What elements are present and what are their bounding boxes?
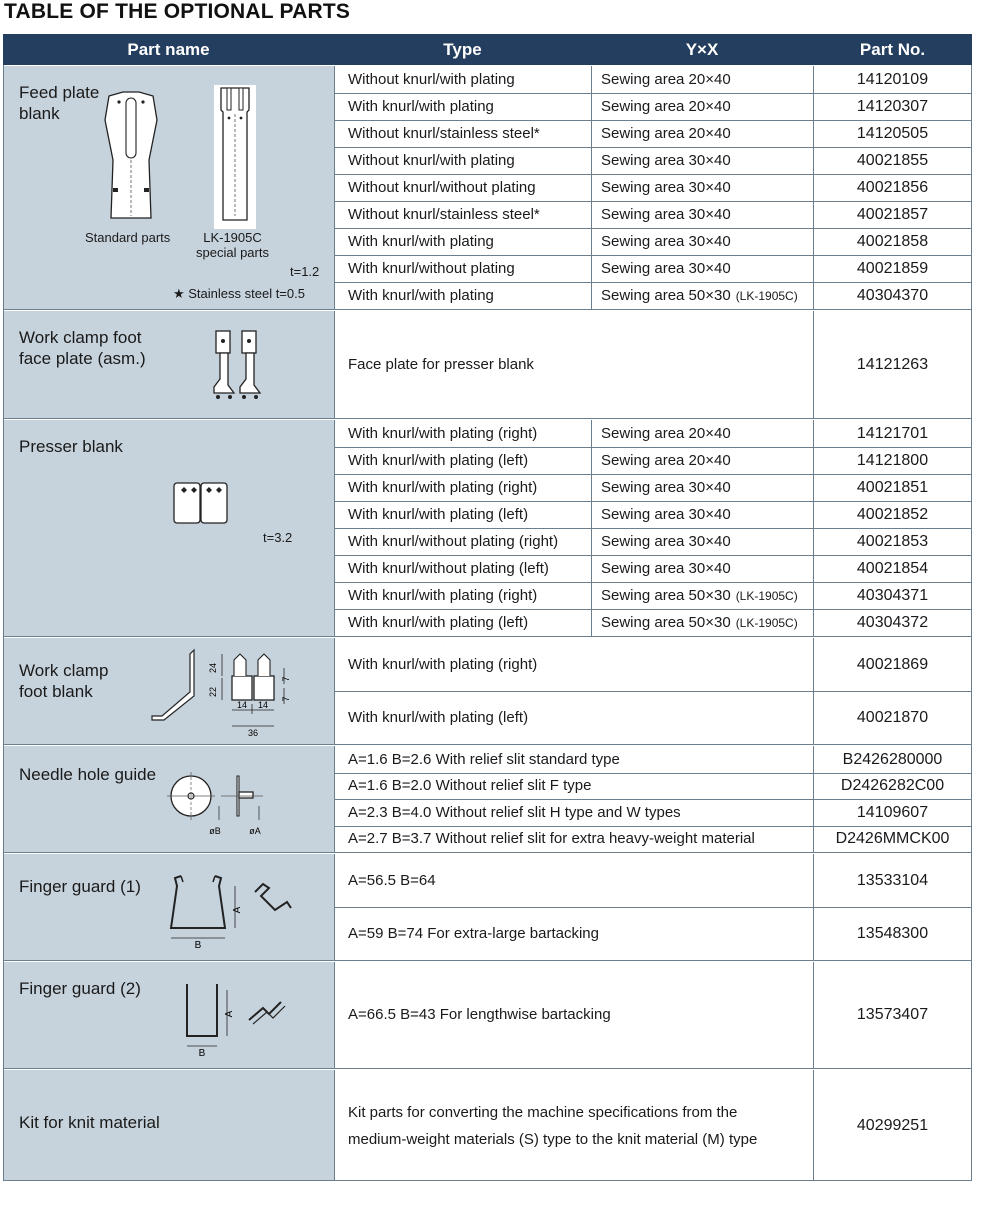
- type-cell: [334, 93, 591, 120]
- row-divider: [334, 773, 972, 774]
- part-no-cell: [813, 93, 972, 120]
- face-plate-image: [208, 327, 268, 407]
- row-divider: [3, 636, 972, 637]
- part-no-cell: [813, 826, 972, 852]
- type-cell: [334, 282, 591, 309]
- work-clamp-face-part-name-line: face plate (asm.): [19, 349, 146, 368]
- yx-note: (LK-1905C): [735, 615, 798, 630]
- column-divider: [591, 66, 592, 309]
- row-divider: [334, 447, 972, 448]
- column-divider: [813, 962, 814, 1068]
- dim-label: 7: [281, 696, 291, 702]
- thickness-note: [263, 530, 292, 545]
- type-cell-text: With knurl/with plating: [348, 97, 494, 115]
- part-no-cell: [813, 255, 972, 282]
- thickness-note: [290, 264, 319, 279]
- yx-cell: [591, 582, 813, 609]
- yx-cell: [591, 66, 813, 93]
- feed-plate-part-name: [19, 82, 99, 124]
- type-cell-text: With knurl/with plating (right): [348, 424, 538, 442]
- yx-cell: [591, 474, 813, 501]
- header-yx: [591, 34, 813, 65]
- row-divider: [334, 582, 972, 583]
- stainless-note-line: ★ Stainless steel t=0.5: [173, 286, 305, 301]
- type-cell-text: With knurl/with plating: [348, 232, 494, 250]
- yx-note: (LK-1905C): [735, 288, 798, 303]
- type-cell: [334, 201, 591, 228]
- type-cell: [334, 907, 813, 960]
- yx-cell: [591, 528, 813, 555]
- type-cell-text: With knurl/with plating (left): [348, 505, 529, 523]
- type-cell: [334, 555, 591, 582]
- special-parts-caption-line: LK-1905C: [203, 230, 262, 245]
- row-divider: [334, 255, 972, 256]
- column-divider: [334, 638, 335, 744]
- part-no-cell: [813, 773, 972, 799]
- yx-cell-text: Sewing area 30×40: [601, 478, 731, 496]
- yx-cell-text: Sewing area 20×40: [601, 451, 731, 469]
- kit-type-type-line2: medium-weight materials (S) type to the knit material (M) type: [348, 1130, 758, 1148]
- yx-cell-text: Sewing area 50×30: [601, 613, 731, 631]
- type-cell-text: Without knurl/without plating: [348, 178, 536, 196]
- part-no-cell: [813, 799, 972, 826]
- special-parts-caption: [196, 230, 269, 260]
- feed-plate-special-image: [213, 84, 257, 230]
- yx-cell-text: Sewing area 30×40: [601, 259, 731, 277]
- part-no-cell: [813, 854, 972, 907]
- type-cell-text: A=1.6 B=2.0 Without relief slit F type: [348, 777, 592, 794]
- part-no-cell: [813, 962, 972, 1068]
- row-divider: [3, 960, 972, 961]
- type-cell-text: With knurl/with plating (left): [348, 613, 529, 631]
- type-cell-text: A=2.7 B=3.7 Without relief slit for extra heavy-weight material: [348, 830, 755, 847]
- type-cell-text: With knurl/with plating: [348, 286, 494, 304]
- yx-cell-text: Sewing area 30×40: [601, 151, 731, 169]
- yx-cell-text: Sewing area 20×40: [601, 70, 731, 88]
- dim-label: 7: [281, 676, 291, 682]
- row-divider: [3, 1068, 972, 1069]
- type-cell: [334, 311, 813, 418]
- part-no-cell-text: 14121701: [856, 424, 929, 442]
- type-cell-text: With knurl/without plating: [348, 259, 515, 277]
- yx-cell: [591, 609, 813, 636]
- type-cell: [334, 638, 813, 691]
- row-divider: [3, 1180, 972, 1181]
- column-divider: [813, 420, 814, 636]
- work-clamp-blank-image: [148, 646, 298, 740]
- yx-cell: [591, 174, 813, 201]
- header-type: [334, 34, 591, 65]
- work-clamp-face-part-name-line: Work clamp foot: [19, 328, 142, 347]
- type-cell-text: With knurl/with plating (right): [348, 655, 538, 673]
- dim-label: B: [198, 1048, 206, 1056]
- dim-label: øB: [209, 826, 221, 836]
- type-cell: [334, 174, 591, 201]
- header-type-text: Type: [443, 39, 482, 59]
- type-cell-text: A=59 B=74 For extra-large bartacking: [348, 924, 599, 942]
- type-cell-text: A=56.5 B=64: [348, 871, 436, 889]
- yx-cell-text: Sewing area 30×40: [601, 205, 731, 223]
- type-cell-text: A=2.3 B=4.0 Without relief slit H type and W types: [348, 803, 681, 821]
- part-no-cell: [813, 66, 972, 93]
- column-divider: [591, 420, 592, 636]
- yx-cell-text: Sewing area 30×40: [601, 532, 731, 550]
- standard-parts-caption: [85, 230, 170, 245]
- part-no-cell-text: 40304372: [856, 613, 929, 631]
- header-part-name: [3, 34, 334, 65]
- part-no-cell-text: 40021851: [856, 478, 929, 496]
- type-cell: [334, 691, 813, 744]
- part-no-cell: [813, 582, 972, 609]
- row-divider: [334, 93, 972, 94]
- type-cell: [334, 746, 813, 773]
- part-no-cell-text: 40021870: [856, 708, 929, 726]
- yx-cell-text: Sewing area 50×30: [601, 586, 731, 604]
- finger-guard-2-image: [173, 980, 293, 1056]
- yx-cell: [591, 201, 813, 228]
- work-clamp-face-part-name: [19, 327, 146, 369]
- column-divider: [971, 65, 972, 1181]
- part-no-cell-text: 40021856: [856, 178, 929, 196]
- row-divider: [334, 201, 972, 202]
- part-no-cell-text: 40021858: [856, 232, 929, 250]
- type-cell: [334, 826, 813, 852]
- part-no-cell-text: 14121800: [856, 451, 929, 469]
- part-no-cell: [813, 638, 972, 691]
- part-no-cell-text: 14120505: [856, 124, 929, 142]
- row-divider: [334, 907, 972, 908]
- type-cell-text: A=1.6 B=2.6 With relief slit standard type: [348, 750, 620, 768]
- column-divider: [813, 311, 814, 418]
- yx-cell-text: Sewing area 20×40: [601, 424, 731, 442]
- type-cell: [334, 501, 591, 528]
- type-cell: [334, 255, 591, 282]
- row-divider: [334, 799, 972, 800]
- header-part-no-text: Part No.: [859, 39, 926, 59]
- part-no-cell: [813, 907, 972, 960]
- stainless-note: [173, 286, 305, 302]
- type-cell: [334, 66, 591, 93]
- column-divider: [813, 854, 814, 960]
- part-no-cell-text: 40021869: [856, 655, 929, 673]
- yx-cell: [591, 282, 813, 309]
- type-cell: [334, 120, 591, 147]
- row-divider: [334, 609, 972, 610]
- type-cell-text: Face plate for presser blank: [348, 355, 534, 373]
- type-cell: [334, 962, 813, 1068]
- work-clamp-blank-part-name-line: Work clamp: [19, 661, 109, 680]
- kit-part-name-line: Kit for knit material: [19, 1113, 160, 1132]
- dim-label: 14: [236, 700, 248, 710]
- row-divider: [334, 228, 972, 229]
- part-no-cell: [813, 555, 972, 582]
- yx-cell: [591, 255, 813, 282]
- type-cell: [334, 474, 591, 501]
- finger-guard-1-part-name-line: Finger guard (1): [19, 877, 141, 896]
- type-cell: [334, 1070, 813, 1181]
- yx-cell-text: Sewing area 50×30: [601, 286, 731, 304]
- header-yx-text: Y×X: [685, 39, 719, 59]
- part-no-cell-text: 40021852: [856, 505, 929, 523]
- type-cell-text: With knurl/with plating (left): [348, 708, 529, 726]
- part-no-cell-text: 40021854: [856, 559, 929, 577]
- yx-cell: [591, 420, 813, 447]
- dim-label: A: [232, 906, 243, 914]
- work-clamp-blank-part-name-line: foot blank: [19, 682, 93, 701]
- part-no-cell: [813, 528, 972, 555]
- needle-hole-part-name: [19, 764, 156, 785]
- part-no-cell-text: D2426282C00: [840, 777, 945, 794]
- column-divider: [334, 311, 335, 418]
- dim-label: A: [224, 1010, 235, 1018]
- row-divider: [334, 528, 972, 529]
- type-cell-text: Without knurl/with plating: [348, 70, 515, 88]
- row-divider: [334, 555, 972, 556]
- part-no-cell-text: 14121263: [856, 355, 929, 373]
- finger-guard-1-part-name: [19, 876, 141, 897]
- yx-cell-text: Sewing area 20×40: [601, 124, 731, 142]
- column-divider: [334, 746, 335, 852]
- yx-cell: [591, 555, 813, 582]
- kit-type-type-line1: Kit parts for converting the machine specifications from the: [348, 1103, 738, 1121]
- yx-cell-text: Sewing area 30×40: [601, 178, 731, 196]
- part-no-cell: [813, 311, 972, 418]
- column-divider: [813, 66, 814, 309]
- part-no-cell-text: 13573407: [856, 1006, 929, 1023]
- column-divider: [813, 638, 814, 744]
- part-no-cell-text: 40021853: [856, 532, 929, 550]
- yx-cell-text: Sewing area 30×40: [601, 559, 731, 577]
- part-no-cell: [813, 120, 972, 147]
- part-no-cell: [813, 420, 972, 447]
- special-parts-caption-line: special parts: [196, 245, 269, 260]
- finger-guard-1-image: [163, 872, 303, 948]
- row-divider: [3, 744, 972, 745]
- row-divider: [3, 418, 972, 419]
- part-no-cell-text: 13533104: [856, 871, 929, 889]
- row-divider: [334, 147, 972, 148]
- kit-part-name: [19, 1112, 160, 1133]
- finger-guard-2-part-name-line: Finger guard (2): [19, 979, 141, 998]
- part-no-cell-text: B2426280000: [842, 750, 943, 768]
- part-no-cell-text: 14109607: [856, 803, 929, 821]
- type-cell-text: A=66.5 B=43 For lengthwise bartacking: [348, 1006, 611, 1023]
- yx-cell: [591, 120, 813, 147]
- yx-cell-text: Sewing area 30×40: [601, 232, 731, 250]
- part-no-cell-text: 40304370: [856, 286, 929, 304]
- row-divider: [334, 691, 972, 692]
- column-divider: [3, 65, 4, 1181]
- part-no-cell-text: 13548300: [856, 924, 929, 942]
- part-no-cell: [813, 174, 972, 201]
- yx-cell: [591, 447, 813, 474]
- part-no-cell: [813, 609, 972, 636]
- feed-plate-part-name-line: blank: [19, 104, 60, 123]
- part-no-cell-text: 14120109: [856, 70, 929, 88]
- part-no-cell: [813, 147, 972, 174]
- column-divider: [334, 420, 335, 636]
- type-cell-text: With knurl/without plating (right): [348, 532, 559, 550]
- yx-note: (LK-1905C): [735, 588, 798, 603]
- type-cell: [334, 420, 591, 447]
- presser-blank-image: [171, 480, 231, 526]
- part-no-cell: [813, 501, 972, 528]
- yx-cell: [591, 228, 813, 255]
- part-no-cell: [813, 1070, 972, 1181]
- needle-hole-part-name-line: Needle hole guide: [19, 765, 157, 784]
- row-divider: [334, 501, 972, 502]
- dim-label: 24: [208, 662, 218, 674]
- type-cell: [334, 854, 813, 907]
- needle-hole-guide-image: [163, 772, 273, 838]
- type-cell: [334, 228, 591, 255]
- type-cell-text: Without knurl/stainless steel*: [348, 205, 540, 223]
- dim-label: øA: [249, 826, 261, 836]
- type-cell-text: Without knurl/stainless steel*: [348, 124, 540, 142]
- type-cell-text: With knurl/with plating (right): [348, 478, 538, 496]
- type-cell: [334, 609, 591, 636]
- optional-parts-table: [3, 34, 972, 1181]
- yx-cell-text: Sewing area 20×40: [601, 97, 731, 115]
- yx-cell-text: Sewing area 30×40: [601, 505, 731, 523]
- feed-plate-part-name-line: Feed plate: [19, 83, 100, 102]
- type-cell: [334, 773, 813, 799]
- header-part-name-text: Part name: [127, 39, 210, 59]
- part-no-cell-text: 14120307: [856, 97, 929, 115]
- part-no-cell: [813, 228, 972, 255]
- part-no-cell: [813, 201, 972, 228]
- yx-cell: [591, 147, 813, 174]
- presser-blank-part-name-line: Presser blank: [19, 437, 123, 456]
- type-cell: [334, 582, 591, 609]
- yx-cell: [591, 501, 813, 528]
- row-divider: [334, 474, 972, 475]
- part-no-cell-text: 40299251: [856, 1116, 929, 1134]
- page-title: TABLE OF THE OPTIONAL PARTS: [4, 0, 351, 23]
- type-cell: [334, 799, 813, 826]
- part-no-cell: [813, 474, 972, 501]
- column-divider: [334, 962, 335, 1068]
- type-cell-text: With knurl/without plating (left): [348, 559, 549, 577]
- work-clamp-blank-part-name: [19, 660, 108, 702]
- column-divider: [813, 1070, 814, 1181]
- column-divider: [334, 854, 335, 960]
- row-divider: [3, 309, 972, 310]
- dim-label: B: [194, 940, 202, 948]
- type-cell-text: Without knurl/with plating: [348, 151, 515, 169]
- type-cell-text: With knurl/with plating (right): [348, 586, 538, 604]
- standard-parts-caption-line: Standard parts: [85, 230, 171, 245]
- column-divider: [334, 1070, 335, 1181]
- feed-plate-standard-image: [101, 90, 161, 230]
- column-divider: [334, 66, 335, 309]
- part-no-cell-text: 40021857: [856, 205, 929, 223]
- thickness-note-line: t=1.2: [290, 264, 320, 279]
- dim-label: 36: [247, 728, 259, 738]
- presser-blank-part-name: [19, 436, 123, 457]
- row-divider: [334, 282, 972, 283]
- part-no-cell-text: D2426MMCK00: [835, 830, 950, 847]
- part-no-cell: [813, 691, 972, 744]
- row-divider: [334, 826, 972, 827]
- dim-label: 22: [208, 686, 218, 698]
- row-divider: [334, 120, 972, 121]
- header-part-no: [813, 34, 972, 65]
- part-no-cell-text: 40021855: [856, 151, 929, 169]
- part-no-cell: [813, 746, 972, 773]
- type-cell: [334, 447, 591, 474]
- row-divider: [334, 174, 972, 175]
- finger-guard-2-part-name: [19, 978, 141, 999]
- thickness-note-line: t=3.2: [263, 530, 293, 545]
- column-divider: [813, 746, 814, 852]
- dim-label: 14: [257, 700, 269, 710]
- row-divider: [3, 852, 972, 853]
- type-cell: [334, 147, 591, 174]
- part-no-cell-text: 40304371: [856, 586, 929, 604]
- type-cell-text: With knurl/with plating (left): [348, 451, 529, 469]
- part-no-cell: [813, 447, 972, 474]
- part-no-cell: [813, 282, 972, 309]
- type-cell: [334, 528, 591, 555]
- part-no-cell-text: 40021859: [856, 259, 929, 277]
- yx-cell: [591, 93, 813, 120]
